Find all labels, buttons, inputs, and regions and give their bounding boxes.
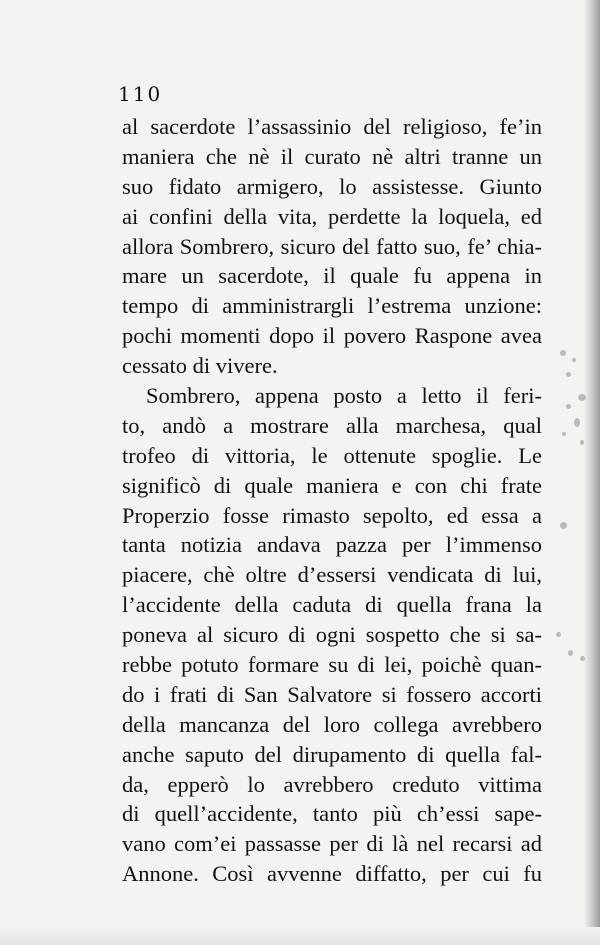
- text-line: suo fidato armigero, lo assistesse. Giunto: [122, 173, 542, 199]
- foxing-spot: [580, 656, 585, 661]
- text-line: anche saputo del dirupamento di quella fal-: [122, 741, 542, 767]
- text-line: al sacerdote l’assassinio del religioso, fe’in: [122, 114, 542, 139]
- text-line: poneva al sicuro di ogni sospetto che si sa-: [122, 622, 542, 648]
- text-line: Properzio fosse rimasto sepolto, ed essa a: [122, 502, 542, 528]
- text-line: l’accidente della caduta di quella frana la: [122, 592, 542, 618]
- foxing-spot: [568, 650, 573, 656]
- text-line: della mancanza del loro collega avrebbero: [122, 711, 542, 737]
- text-line: di quell’accidente, tanto più ch’essi sape-: [122, 801, 542, 827]
- page-bottom-margin: [0, 927, 600, 945]
- text-line: tanta notizia andava pazza per l’immenso: [122, 532, 542, 558]
- page-number: 110: [118, 82, 163, 106]
- text-line: to, andò a mostrare alla marchesa, qual: [122, 412, 542, 438]
- text-line: rebbe potuto formare su di lei, poichè quan-: [122, 652, 542, 678]
- foxing-spot: [560, 350, 566, 356]
- foxing-spot: [572, 358, 576, 362]
- text-line: trofeo di vittoria, le ottenute spoglie. Le: [122, 442, 542, 468]
- text-line: piacere, chè oltre d’essersi vendicata di lui,: [122, 562, 542, 588]
- text-line: vano com’ei passasse per di là nel recarsi ad: [122, 831, 542, 857]
- body-text: [122, 112, 542, 889]
- foxing-spot: [580, 440, 584, 445]
- text-line: tempo di amministrargli l’estrema unzione:: [122, 293, 542, 319]
- foxing-spot: [566, 372, 571, 377]
- foxing-spot: [562, 432, 566, 436]
- text-line: pochi momenti dopo il povero Raspone avea: [122, 323, 542, 349]
- foxing-spot: [574, 418, 580, 427]
- text-line: Sombrero, appena posto a letto il feri-: [146, 383, 542, 409]
- page-edge-shadow: [584, 0, 600, 945]
- text-line: da, epperò lo avrebbero creduto vittima: [122, 771, 542, 797]
- text-line: Annone. Così avvenne diffatto, per cui fu: [122, 861, 542, 887]
- text-line: significò di quale maniera e con chi frate: [122, 472, 542, 498]
- text-line: do i frati di San Salvatore si fossero accorti: [122, 681, 542, 707]
- foxing-spot: [578, 394, 586, 401]
- text-line: ai confini della vita, perdette la loquela, ed: [122, 203, 542, 229]
- foxing-spot: [556, 632, 561, 637]
- text-line: cessato di vivere.: [122, 353, 278, 379]
- foxing-spot: [566, 404, 571, 409]
- text-line: maniera che nè il curato nè altri tranne un: [122, 143, 542, 169]
- text-line: allora Sombrero, sicuro del fatto suo, fe’ chia-: [122, 233, 542, 259]
- foxing-spot: [560, 522, 567, 529]
- text-line: mare un sacerdote, il quale fu appena in: [122, 263, 542, 289]
